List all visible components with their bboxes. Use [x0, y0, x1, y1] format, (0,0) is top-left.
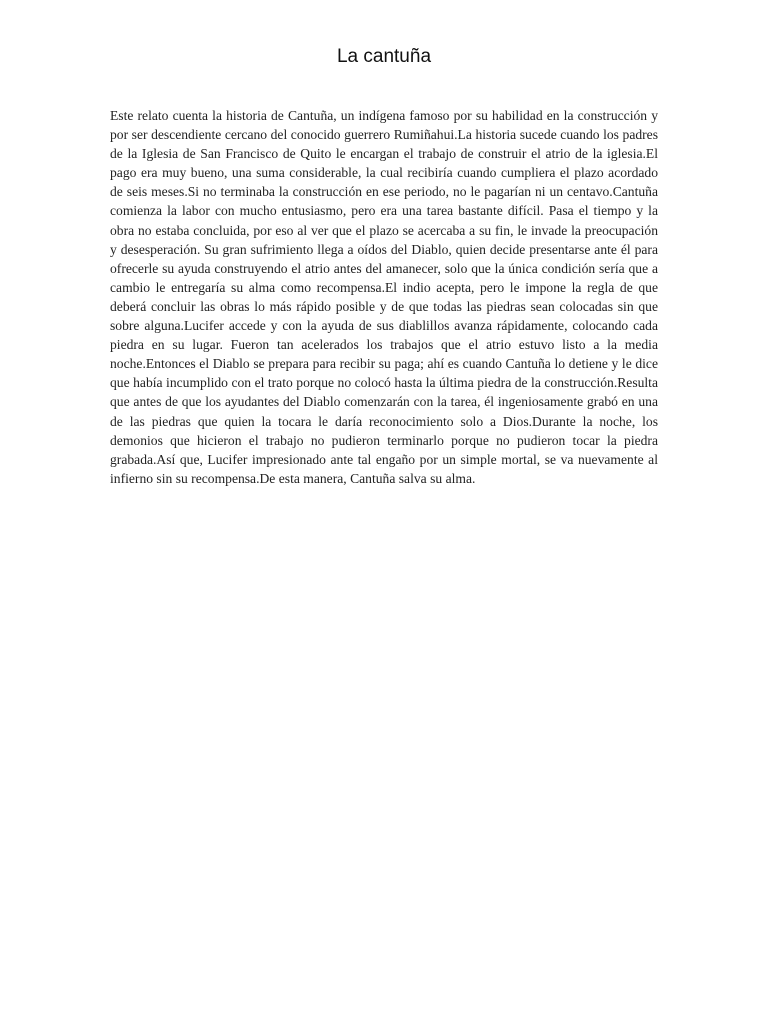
document-title: La cantuña	[336, 46, 432, 67]
document-body: Este relato cuenta la historia de Cantuña, un indígena famoso por su habilidad en la construcción y por ser descendiente cercano del conocido guerrero Rumiñahui.La historia sucede cuando los padres de la Iglesia de San Francisco de Quito le encargan el trabajo de construir el atrio de la iglesia.El pago era muy bueno, una suma considerable, la cual recibiría cuando cumpliera el plazo acordado de seis meses.Si no terminaba la construcción en ese periodo, no le pagarían ni un centavo.Cantuña comienza la labor con mucho entusiasmo, pero era una tarea bastante difícil. Pasa el tiempo y la obra no estaba concluida, por eso al ver que el plazo se acercaba a su fin, le invade la preocupación y desesperación. Su gran sufrimiento llega a oídos del Diablo, quien decide presentarse ante él para ofrecerle su ayuda construyendo el atrio antes del amanecer, solo que la única condición sería que a cambio le entregaría su alma como recompensa.El indio acepta, pero le impone la regla de que deberá concluir las obras lo más rápido posible y de que todas las piedras sean colocadas sin que sobre alguna.Lucifer accede y con la ayuda de sus diablillos avanza rápidamente, colocando cada piedra en su lugar. Fueron tan acelerados los trabajos que el atrio estuvo listo a la media noche.Entonces el Diablo se prepara para recibir su paga; ahí es cuando Cantuña lo detiene y le dice que había incumplido con el trato porque no colocó hasta la última piedra de la construcción.Resulta que antes de que los ayudantes del Diablo comenzarán con la tarea, él ingeniosamente grabó en una de las piedras que quien la tocara le daría reconocimiento solo a Dios.Durante la noche, los demonios que hicieron el trabajo no pudieron terminarlo porque no pudieron tocar la piedra grabada.Así que, Lucifer impresionado ante tal engaño por un simple mortal, se va nuevamente al infierno sin su recompensa.De esta manera, Cantuña salva su alma.	[110, 108, 658, 486]
